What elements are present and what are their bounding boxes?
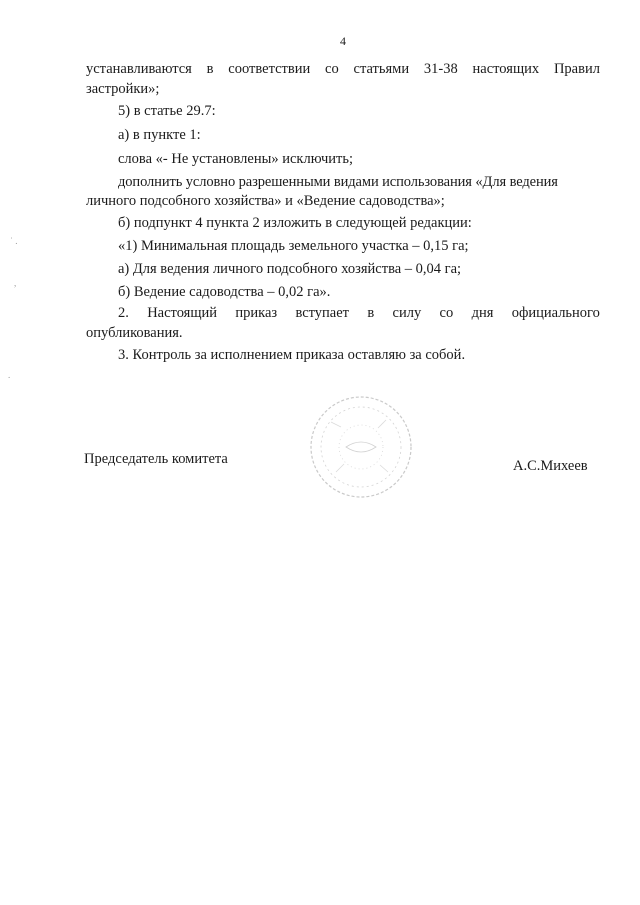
word: официального — [511, 305, 600, 321]
scan-artifact: . — [8, 370, 11, 380]
word: устанавливаются — [86, 61, 192, 77]
stamp-seal-icon — [306, 392, 416, 502]
word: со — [439, 305, 454, 321]
word: вступает — [295, 305, 350, 321]
paragraph-line-1a — [86, 60, 600, 78]
paragraph-line-5a: дополнить условно разрешенными видами использования «Для ведения — [118, 174, 558, 190]
paragraph-line-8: а) Для ведения личного подсобного хозяйства – 0,04 га; — [118, 261, 462, 277]
word: настоящих — [472, 61, 540, 77]
paragraph-line-6: б) подпункт 4 пункта 2 изложить в следующей редакции: — [118, 215, 472, 231]
paragraph-line-3: а) в пункте 1: — [118, 127, 201, 143]
word: 2. — [118, 305, 129, 321]
scan-artifact: , — [14, 278, 17, 288]
scan-artifact: ˙ . — [10, 236, 18, 246]
word: силу — [392, 305, 422, 321]
word: в — [206, 61, 214, 77]
paragraph-line-10b: опубликования. — [86, 325, 183, 341]
paragraph-line-1b: застройки»; — [86, 81, 160, 97]
word: статьями — [353, 61, 410, 77]
paragraph-line-2: 5) в статье 29.7: — [118, 103, 216, 119]
word: приказ — [235, 305, 278, 321]
word: соответствии — [228, 61, 311, 77]
paragraph-line-9: б) Ведение садоводства – 0,02 га». — [118, 284, 331, 300]
paragraph-line-11: 3. Контроль за исполнением приказа оставляю за собой. — [118, 347, 466, 363]
page-number: 4 — [340, 34, 346, 48]
word: со — [325, 61, 339, 77]
word: в — [367, 305, 375, 321]
paragraph-line-5b: личного подсобного хозяйства» и «Ведение садоводства»; — [86, 193, 445, 209]
word: Правил — [553, 61, 600, 77]
signatory-position: Председатель комитета — [84, 451, 228, 467]
word: Настоящий — [147, 305, 218, 321]
paragraph-line-4: слова «- Не установлены» исключить; — [118, 151, 354, 167]
signatory-name: А.С.Михеев — [513, 458, 588, 474]
paragraph-line-7: «1) Минимальная площадь земельного участка – 0,15 га; — [118, 238, 469, 254]
word: дня — [471, 305, 494, 321]
word: 31-38 — [423, 61, 458, 77]
paragraph-line-10a — [118, 304, 600, 322]
